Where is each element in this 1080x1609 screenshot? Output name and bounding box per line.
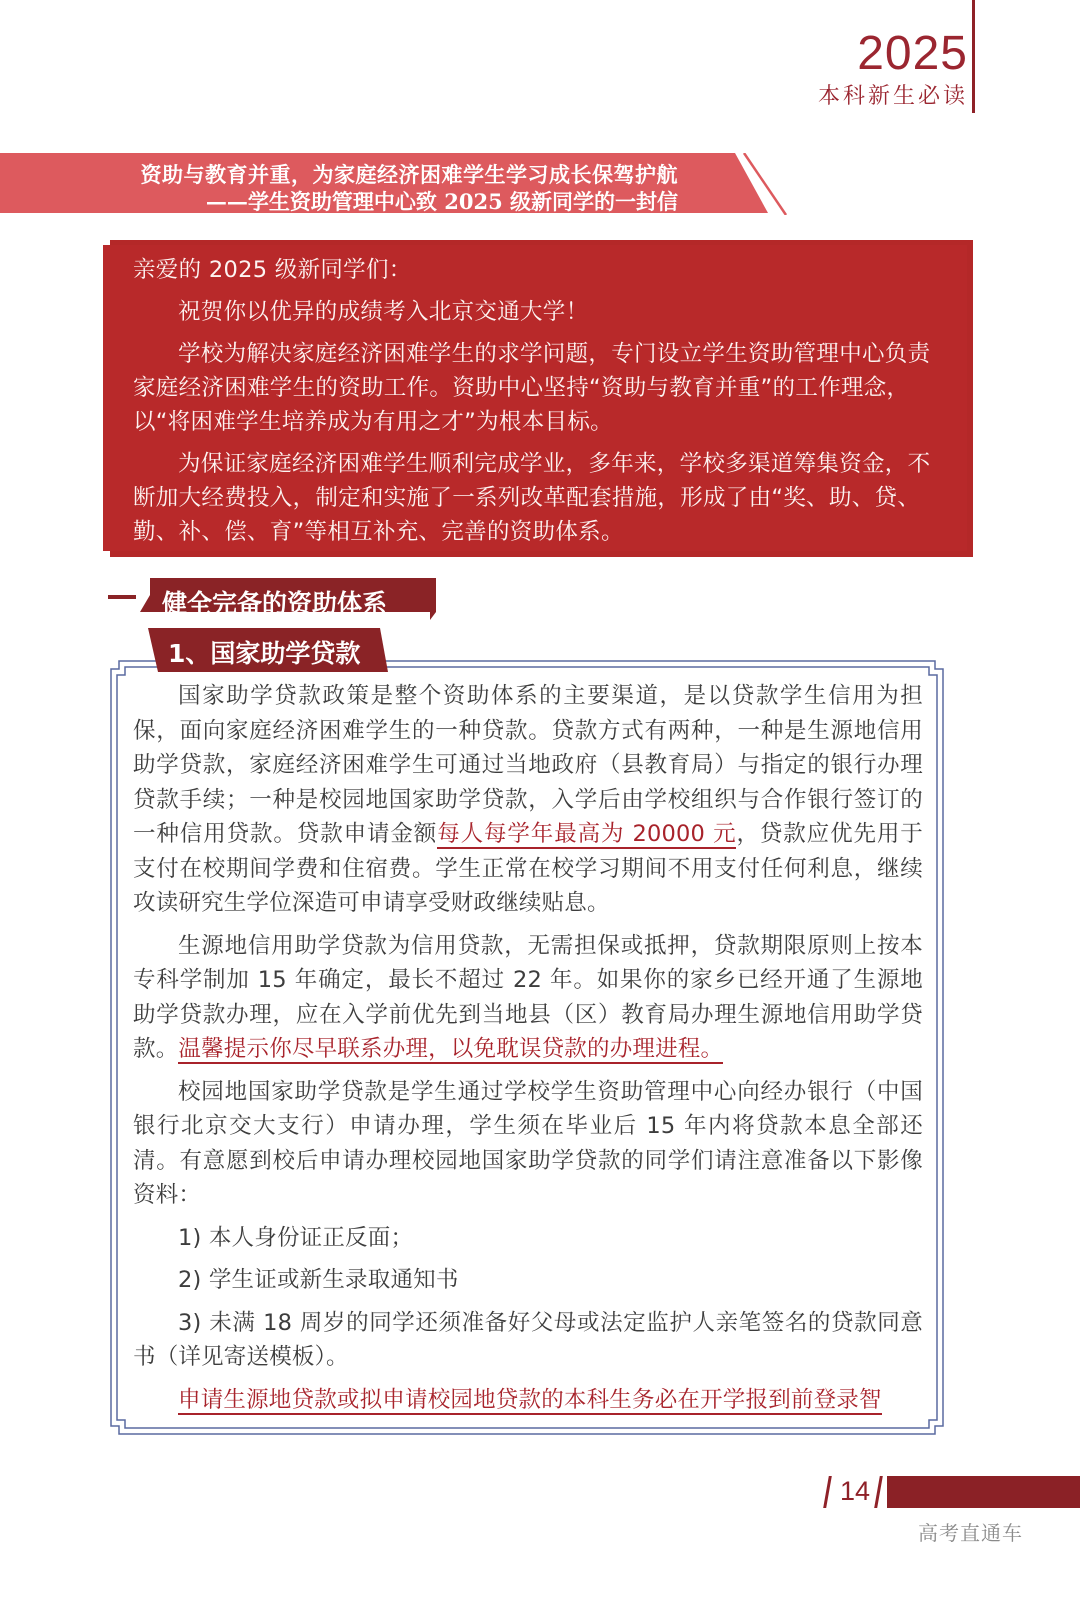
section-number-dash [108, 595, 136, 599]
header-year: 2025 [857, 27, 968, 80]
letter-paragraph: 学校为解决家庭经济困难学生的求学问题，专门设立学生资助管理中心负责家庭经济困难学生的资助工作。资助中心坚持“资助与教育并重”的工作理念，以“将困难学生培养成为有用之才”为根本目标。 [133, 341, 931, 435]
letter-paragraph: 为保证家庭经济困难学生顺利完成学业，多年来，学校多渠道筹集资金，不断加大经费投入，制定和实施了一系列改革配套措施，形成了由“奖、助、贷、勤、补、偿、育”等相互补充、完善的资助体系。 [133, 451, 931, 545]
highlight-final-notice: 申请生源地贷款或拟申请校园地贷款的本科生务必在开学报到前登录智 [178, 1386, 882, 1413]
highlight-reminder: 温馨提示你尽早联系办理，以免耽误贷款的办理进程。 [178, 1036, 724, 1062]
body-text-span: ，贷款应优先用于支付在校期间学费和住宿费。学生正常在校学习期间不用支付任何利息，继续攻读研究生学位深造可申请享受财政继续贴息。 [133, 821, 923, 916]
body-paragraph [133, 679, 923, 921]
footer-brand-watermark: 高考直通车 [918, 1521, 1023, 1545]
page-bar [887, 1476, 1080, 1508]
page-number: 14 [840, 1476, 871, 1506]
letter-greeting: 亲爱的 2025 级新同学们： [133, 257, 412, 283]
body-text [133, 679, 923, 1417]
letter-content [103, 245, 967, 551]
letter-box [103, 240, 973, 557]
section-heading [140, 578, 440, 620]
banner-title: 资助与教育并重，为家庭经济困难学生学习成长保驾护航 [140, 162, 678, 187]
banner-subtitle: ——学生资助管理中心致 2025 级新同学的一封信 [205, 189, 678, 214]
list-item: 1) 本人身份证正反面； [178, 1224, 414, 1251]
list-item: 3) 未满 18 周岁的同学还须准备好父母或法定监护人亲笔签名的贷款同意书（详见寄送模板）。 [133, 1309, 923, 1370]
page-slash-left [823, 1476, 832, 1508]
body-paragraph [133, 1383, 923, 1418]
subsection-title: 1、国家助学贷款 [168, 639, 361, 668]
header-subtitle: 本科新生必读 [817, 84, 968, 109]
body-paragraph: 校园地国家助学贷款是学生通过学校学生资助管理中心向经办银行（中国银行北京交大支行）申请办理，学生须在毕业后 15 年内将贷款本息全部还清。有意愿到校后申请办理校园地国家助学贷款的同学们请注意准备以下影像资料： [133, 1078, 923, 1208]
section-title: 健全完备的资助体系 [162, 589, 388, 618]
body-paragraph [133, 929, 923, 1067]
highlight-loan-amount: 每人每学年最高为 20000 元 [437, 821, 737, 847]
letter-paragraph: 祝贺你以优异的成绩考入北京交通大学！ [178, 299, 589, 325]
list-item: 2) 学生证或新生录取通知书 [178, 1267, 459, 1293]
page-slash-right [874, 1476, 883, 1508]
title-banner [0, 153, 790, 213]
header-vertical-rule [972, 0, 975, 113]
subsection-heading [148, 628, 388, 672]
body-text-span: 国家助学贷款政策是整个资助体系的主要渠道，是以贷款学生信用为担保，面向家庭经济困难学生的一种贷款。贷款方式有两种，一种是生源地信用助学贷款，家庭经济困难学生可通过当地政府（县教育局）与指定的银行办理贷款手续；一种是校园地国家助学贷款，入学后由学校组织与合作银行签订的一种信用贷款。贷款申请金额 [133, 683, 923, 847]
body-text-span: 生源地信用助学贷款为信用贷款，无需担保或抵押，贷款期限原则上按本专科学制加 15 年确定，最长不超过 22 年。如果你的家乡已经开通了生源地助学贷款办理，应在入学前优先到当地县（区）教育局办理生源地信用助学贷款。 [133, 932, 923, 1062]
